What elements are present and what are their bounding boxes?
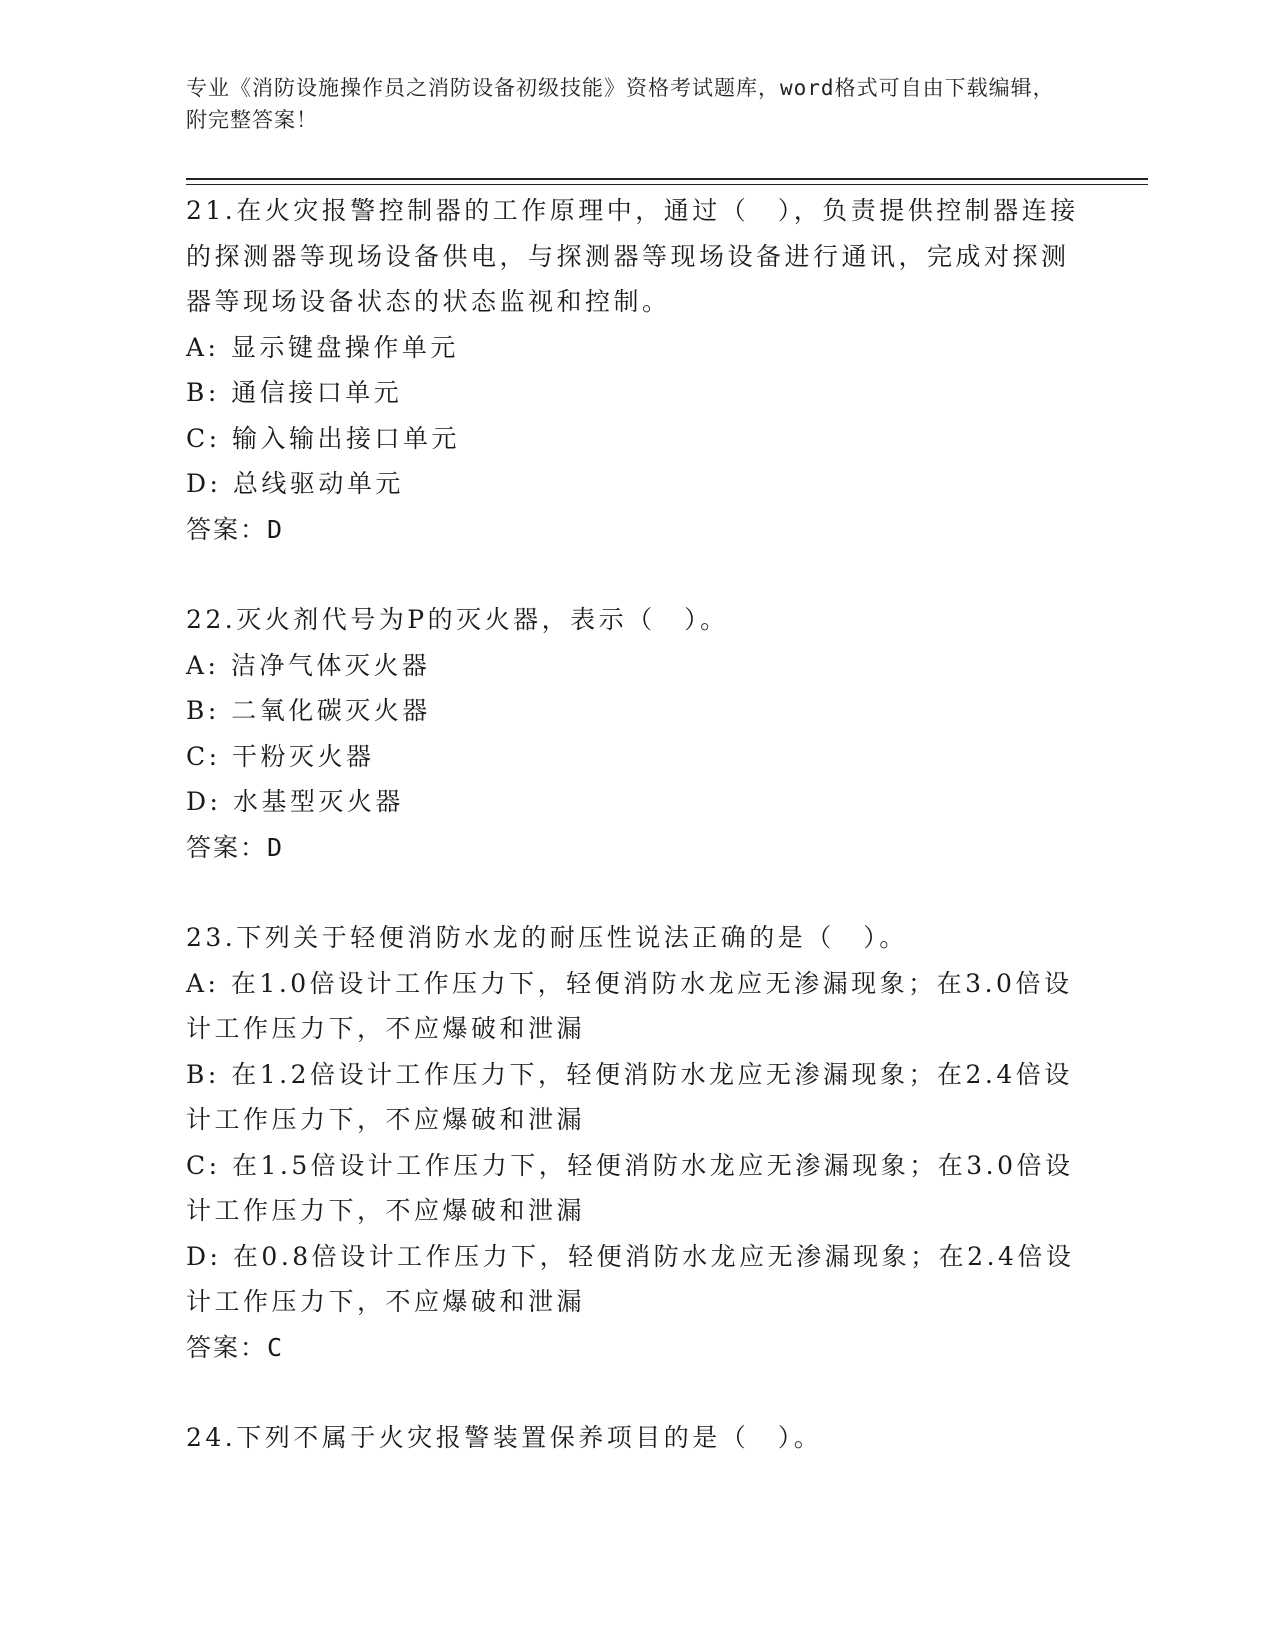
option-a: A: 洁净气体灭火器 bbox=[186, 650, 431, 680]
question-23 bbox=[186, 915, 1086, 1370]
question-stem: 23.下列关于轻便消防水龙的耐压性说法正确的是（ ）。 bbox=[186, 923, 908, 952]
question-stem: 22.灭火剂代号为P的灭火器，表示（ ）。 bbox=[186, 605, 729, 634]
answer-line bbox=[186, 1325, 1086, 1371]
question-stem: 24.下列不属于火灾报警装置保养项目的是（ ）。 bbox=[186, 1423, 823, 1452]
option-c: C: 在1.5倍设计工作压力下，轻便消防水龙应无渗漏现象；在3.0倍设计工作压力下，不应爆破和泄漏 bbox=[186, 1150, 1074, 1225]
question-stem: 21.在火灾报警控制器的工作原理中，通过（ ），负责提供控制器连接的探测器等现场设备供电，与探测器等现场设备进行通讯，完成对探测器等现场设备状态的状态监视和控制。 bbox=[186, 196, 1079, 316]
question-22 bbox=[186, 597, 1086, 870]
header-divider-thick bbox=[186, 178, 1148, 180]
question-21 bbox=[186, 188, 1086, 552]
answer-label: 答案： bbox=[186, 514, 268, 544]
answer-line bbox=[186, 507, 1086, 553]
option-b: B: 二氧化碳灭火器 bbox=[186, 696, 431, 725]
option-d: D: 总线驱动单元 bbox=[186, 469, 404, 498]
answer-value: D bbox=[267, 832, 285, 862]
option-b: B: 通信接口单元 bbox=[186, 378, 403, 407]
option-c: C: 输入输出接口单元 bbox=[186, 423, 460, 453]
answer-value: D bbox=[267, 514, 285, 544]
option-a: A: 在1.0倍设计工作压力下，轻便消防水龙应无渗漏现象；在3.0倍设计工作压力下，不应爆破和泄漏 bbox=[186, 968, 1073, 1043]
option-d: D: 水基型灭火器 bbox=[186, 787, 404, 816]
question-spacer bbox=[186, 1370, 1086, 1415]
answer-label: 答案： bbox=[186, 1332, 268, 1362]
option-a: A: 显示键盘操作单元 bbox=[186, 332, 459, 362]
option-d: D: 在0.8倍设计工作压力下，轻便消防水龙应无渗漏现象；在2.4倍设计工作压力下，不应爆破和泄漏 bbox=[186, 1241, 1075, 1316]
question-spacer bbox=[186, 552, 1086, 597]
answer-label: 答案： bbox=[186, 832, 268, 862]
option-b: B: 在1.2倍设计工作压力下，轻便消防水龙应无渗漏现象；在2.4倍设计工作压力下，不应爆破和泄漏 bbox=[186, 1059, 1073, 1134]
header-divider-thin bbox=[186, 184, 1148, 185]
question-spacer bbox=[186, 870, 1086, 915]
document-header: 专业《消防设施操作员之消防设备初级技能》资格考试题库，word格式可自由下载编辑，附完整答案！ bbox=[186, 76, 1055, 132]
answer-value: C bbox=[267, 1332, 285, 1362]
question-24 bbox=[186, 1415, 1086, 1461]
option-c: C: 干粉灭火器 bbox=[186, 741, 375, 771]
answer-line bbox=[186, 825, 1086, 871]
question-list bbox=[186, 188, 1086, 1461]
